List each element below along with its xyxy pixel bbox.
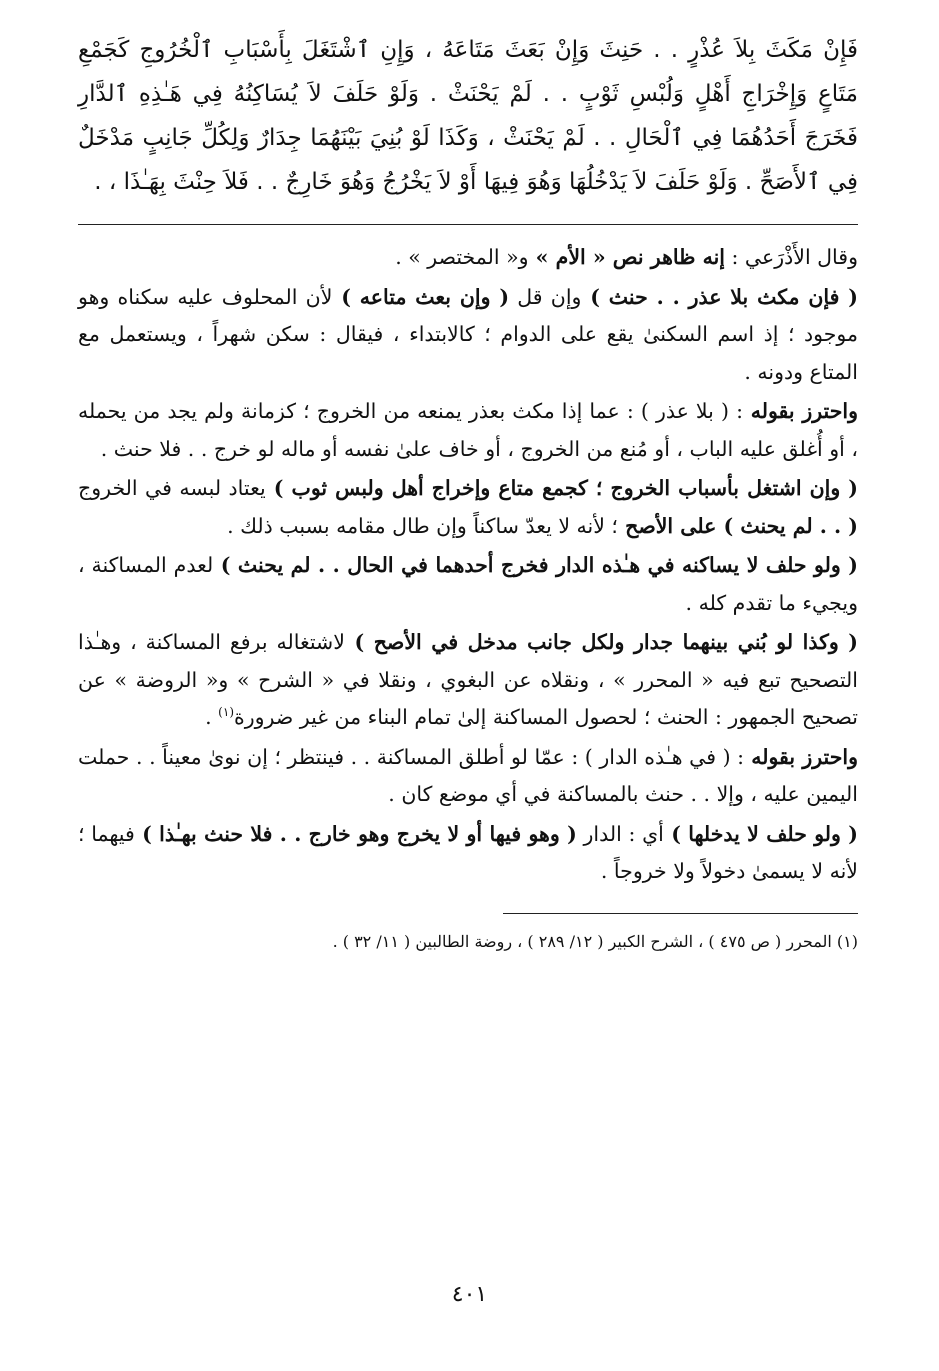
commentary-segment: ( فإن مكث بلا عذر . . حنث ) xyxy=(581,284,858,309)
commentary-segment: لعدم المساكنة ، ويجيء ما تقدم كله . xyxy=(78,553,858,615)
commentary-paragraph xyxy=(78,470,858,545)
footnote: (١) المحرر ( ص ٤٧٥ ) ، الشرح الكبير ( ١٢/ ٢٨٩ ) ، روضة الطالبين ( ١١/ ٣٢ ) . xyxy=(332,931,858,951)
commentary-segment: ( وإن بعث متاعه ) xyxy=(332,284,510,309)
commentary-segment: يعتاد لبسه في الخروج xyxy=(78,476,266,500)
commentary-paragraph xyxy=(78,239,858,277)
commentary-segment: لأن المحلوف عليه سكناه وهو موجود ؛ إذ اسم السكنىٰ يقع على الدوام ؛ كالابتداء ، فيقال : سكن شهراً ، ويستعمل مع المتاع ودونه . xyxy=(78,284,858,384)
commentary-paragraph xyxy=(78,547,858,622)
commentary-paragraph xyxy=(78,279,858,392)
commentary-segment: و« المختصر » . xyxy=(395,245,529,269)
commentary-segment: فيهما ؛ لأنه لا يسمىٰ دخولاً ولا خروجاً . xyxy=(78,821,858,883)
commentary-segment: إنه ظاهر نص « الأم » xyxy=(528,245,725,269)
commentary-segment: وقال الأَذْرَعي : xyxy=(724,245,858,269)
commentary-segment: لاشتغاله برفع المساكنة ، وهـٰذا التصحيح تبع فيه « المحرر » ، ونقلاه عن البغوي ، ونقلا في « الشرح » و« الروضة » عن تصحيح الجمهور : الحنث ؛ لحصول المساكنة إلىٰ تمام البناء من غير ضرورة xyxy=(78,630,858,729)
commentary-segment: ؛ لأنه لا يعدّ ساكناً وإن طال مقامه بسبب ذلك . xyxy=(227,513,618,538)
page-number: ٤٠١ xyxy=(451,1282,488,1307)
commentary-segment: وإن قل xyxy=(509,284,582,309)
commentary-paragraph xyxy=(78,624,858,737)
separator-rule xyxy=(78,224,858,225)
commentary-text xyxy=(78,239,858,891)
commentary-segment: : ( بلا عذر ) : عما إذا مكث بعذر يمنعه من الخروج ؛ كزمانة ولم يجد من يحمله ، أو أُغلق عليه الباب ، أو مُنع من الخروج ، أو خاف علىٰ نفسه أو ماله لو خرج . . فلا حنث . xyxy=(78,399,858,461)
commentary-segment: ( ولو حلف لا يساكنه في هـٰذه الدار فخرج أحدهما في الحال . . لم يحنث ) xyxy=(213,553,858,577)
matn-text: فَإِنْ مَكَثَ بِلاَ عُذْرٍ . . حَنِثَ وَإِنْ بَعَثَ مَتَاعَهُ ، وَإِنِ ٱشْتَغَلَ بِأَسْبَابِ ٱلْخُرُوجِ كَجَمْعِ مَتَاعٍ وَإِخْرَاجِ أَهْلٍ وَلُبْسِ ثَوْبٍ . . لَمْ يَحْنَثْ . وَلَوْ حَلَفَ لاَ يُسَاكِنُهُ فِي هَـٰذِهِ ٱلدَّارِ فَخَرَجَ أَحَدُهُمَا فِي ٱلْحَالِ . . لَمْ يَحْنَثْ ، وَكَذَا لَوْ بُنِيَ بَيْنَهُمَا جِدَارٌ وَلِكُلِّ جَانِبٍ مَدْخَلٌ فِي ٱلأَصَحِّ . وَلَوْ حَلَفَ لاَ يَدْخُلُهَا وَهُوَ فِيهَا أَوْ لاَ يَخْرُجُ وَهُوَ خَارِجٌ . . فَلاَ حِنْثَ بِهَـٰذَا ، . xyxy=(78,37,858,195)
commentary-segment: ( . . لم يحنث ) على الأصح xyxy=(617,513,858,538)
commentary-segment: أي : الدار xyxy=(576,821,664,846)
footnote-marker: (١) xyxy=(218,705,234,720)
commentary-paragraph xyxy=(78,393,858,468)
commentary-segment: واحترز بقوله xyxy=(744,744,858,769)
commentary-segment: . xyxy=(205,705,219,729)
footnote-rule xyxy=(503,913,858,914)
commentary-paragraph xyxy=(78,816,858,891)
commentary-segment: ( وإن اشتغل بأسباب الخروج ؛ كجمع متاع وإخراج أهل ولبس ثوب ) xyxy=(265,476,859,500)
page-body xyxy=(78,28,858,954)
commentary-segment: واحترز بقوله xyxy=(742,399,858,423)
commentary-segment: ( ولو حلف لا يدخلها ) xyxy=(663,821,858,846)
commentary-segment: ( وهو فيها أو لا يخرج وهو خارج . . فلا حنث بهـٰذا ) xyxy=(134,821,577,846)
commentary-segment: : ( في هـٰذه الدار ) : عمّا لو أطلق المساكنة . . فينتظر ؛ إن نوىٰ معيناً . . حملت اليمين عليه ، وإلا . . حنث بالمساكنة في أي موضع كان . xyxy=(78,744,858,806)
commentary-paragraph xyxy=(78,739,858,814)
commentary-segment: ( وكذا لو بُني بينهما جدار ولكل جانب مدخل في الأصح ) xyxy=(344,630,858,654)
